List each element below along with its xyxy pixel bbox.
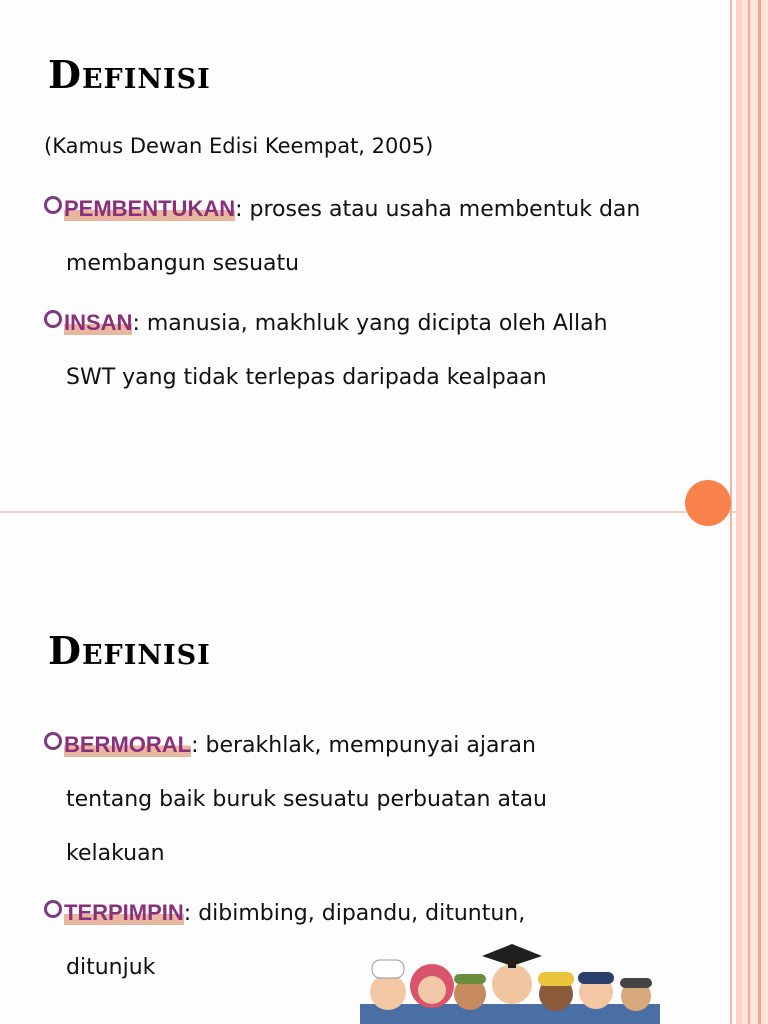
definition-text: : dibimbing, dipandu, dituntun, xyxy=(183,901,526,926)
circle-bullet-icon xyxy=(44,196,62,214)
definition-continuation: membangun sesuatu xyxy=(66,251,300,276)
decor-stripe xyxy=(730,0,732,1024)
slide-2-title: Definisi xyxy=(48,628,211,673)
decor-stripe xyxy=(758,0,761,1024)
source-citation: (Kamus Dewan Edisi Keempat, 2005) xyxy=(44,134,434,158)
slide-1-title: Definisi xyxy=(48,52,211,97)
definition-term: TERPIMPIN xyxy=(64,900,184,925)
circle-bullet-icon xyxy=(44,310,62,328)
definition-term: PEMBENTUKAN xyxy=(64,196,236,221)
definition-item xyxy=(44,296,724,405)
definition-text: : manusia, makhluk yang dicipta oleh Allah xyxy=(132,311,608,336)
circle-bullet-icon xyxy=(44,732,62,750)
definition-continuation: kelakuan xyxy=(66,841,165,866)
definition-item xyxy=(44,182,724,291)
definition-continuation: SWT yang tidak terlepas daripada kealpaan xyxy=(66,365,547,390)
decor-stripe xyxy=(748,0,750,1024)
definition-continuation: tentang baik buruk sesuatu perbuatan atau xyxy=(66,787,547,812)
decor-stripe xyxy=(742,0,768,1024)
definition-continuation: ditunjuk xyxy=(66,955,156,980)
definition-term: BERMORAL xyxy=(64,732,192,757)
definition-item xyxy=(44,718,724,881)
definition-text: : proses atau usaha membentuk dan xyxy=(235,197,641,222)
definition-text: : berakhlak, mempunyai ajaran xyxy=(191,733,536,758)
definition-term: INSAN xyxy=(64,310,133,335)
orange-circle-decor xyxy=(685,480,731,526)
circle-bullet-icon xyxy=(44,900,62,918)
people-crowd-illustration xyxy=(360,934,660,1024)
slide-divider xyxy=(0,511,768,513)
